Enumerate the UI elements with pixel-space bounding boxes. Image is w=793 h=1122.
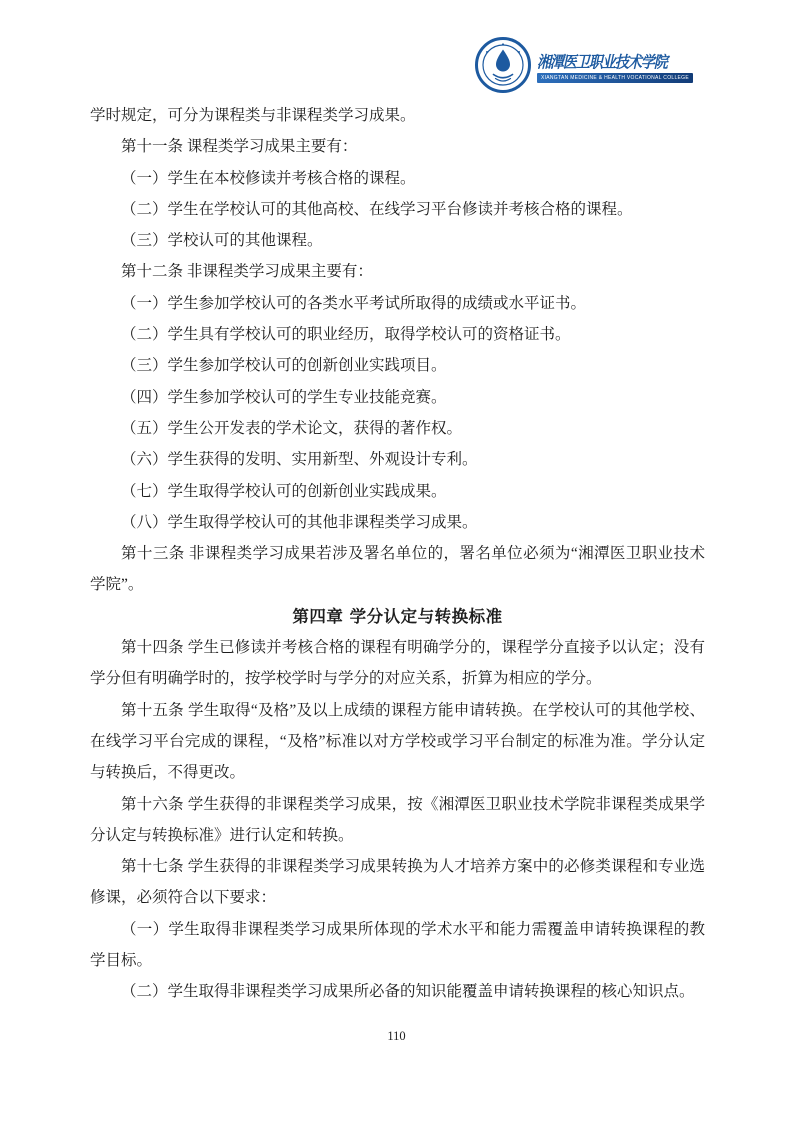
paragraph: （八）学生取得学校认可的其他非课程类学习成果。 [121, 513, 478, 531]
paragraph: （一）学生在本校修读并考核合格的课程。 [121, 169, 416, 187]
college-logo [474, 36, 693, 94]
paragraph: 第十二条 非课程类学习成果主要有： [121, 263, 373, 281]
paragraph: （七）学生取得学校认可的创新创业实践成果。 [121, 482, 447, 500]
paragraph: 学时规定，可分为课程类与非课程类学习成果。 [90, 107, 416, 124]
paragraph: 第十三条 非课程类学习成果若涉及署名单位的，署名单位必须为“湘潭医卫职业技术学院”。 [90, 545, 705, 594]
paragraph: 第十五条 学生取得“及格”及以上成绩的课程方能申请转换。在学校认可的其他学校、在线学习平台完成的课程，“及格”标准以对方学校或学习平台制定的标准为准。学分认定与转换后，不得更改。 [90, 701, 705, 782]
college-name-cn: 湘潭医卫职业技术学院 [536, 53, 667, 72]
page-number: 110 [387, 1029, 406, 1043]
paragraph: 第十七条 学生获得的非课程类学习成果转换为人才培养方案中的必修类课程和专业选修课，必须符合以下要求： [90, 858, 705, 907]
document-body [90, 100, 705, 1008]
paragraph: （二）学生在学校认可的其他高校、在线学习平台修读并考核合格的课程。 [121, 200, 633, 218]
paragraph: （五）学生公开发表的学术论文，获得的著作权。 [121, 419, 463, 437]
paragraph: 第十六条 学生获得的非课程类学习成果，按《湘潭医卫职业技术学院非课程类成果学分认定与转换标准》进行认定和转换。 [90, 795, 705, 844]
paragraph: 第十一条 课程类学习成果主要有： [121, 138, 358, 156]
paragraph: （三）学校认可的其他课程。 [121, 232, 323, 250]
paragraph: （一）学生参加学校认可的各类水平考试所取得的成绩或水平证书。 [121, 294, 587, 312]
paragraph: （四）学生参加学校认可的学生专业技能竞赛。 [121, 388, 447, 406]
paragraph: （六）学生获得的发明、实用新型、外观设计专利。 [121, 451, 478, 469]
college-name-en: XIANGTAN MEDICINE & HEALTH VOCATIONAL COLLEGE [537, 73, 693, 83]
college-logo-text [537, 50, 693, 83]
paragraph: （二）学生具有学校认可的职业经历，取得学校认可的资格证书。 [121, 326, 571, 344]
chapter-heading: 第四章 学分认定与转换标准 [292, 606, 503, 626]
college-emblem-icon [474, 36, 532, 94]
paragraph: （三）学生参加学校认可的创新创业实践项目。 [121, 357, 447, 375]
paragraph: 第十四条 学生已修读并考核合格的课程有明确学分的，课程学分直接予以认定；没有学分但有明确学时的，按学校学时与学分的对应关系，折算为相应的学分。 [90, 639, 705, 688]
paragraph: （一）学生取得非课程类学习成果所体现的学术水平和能力需覆盖申请转换课程的教学目标。 [90, 920, 705, 970]
paragraph: （二）学生取得非课程类学习成果所必备的知识能覆盖申请转换课程的核心知识点。 [121, 983, 695, 1001]
